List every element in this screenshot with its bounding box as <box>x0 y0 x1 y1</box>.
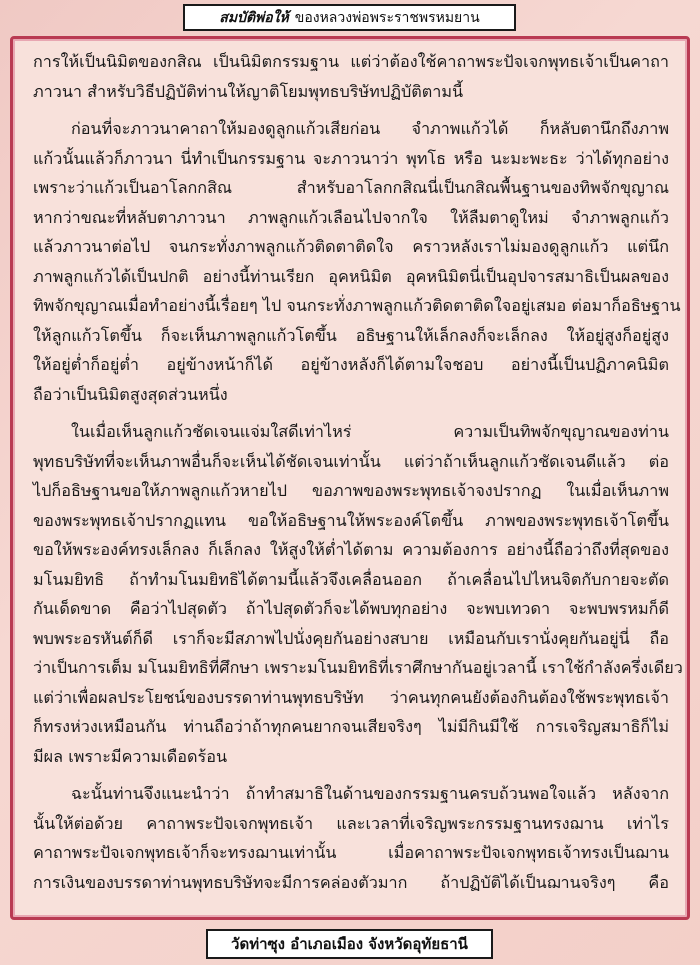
header-title-bold: สมบัติพ่อให้ <box>219 9 289 26</box>
text-line: แก้วนั้นแล้วก็ภาวนา นี่ทำเป็นกรรมฐาน จะภาวนาว่า พุทโธ หรือ นะมะพะธะ ว่าได้ทุกอย่าง <box>33 148 669 168</box>
text-line: ให้อยู่ต่ำก็อยู่ต่ำ อยู่ข้างหน้าก็ได้ อยู่ข้างหลังก็ได้ตามใจชอบ อย่างนี้เป็นปฏิภาคนิมิต <box>33 355 669 374</box>
text-line: ไปก็อธิษฐานขอให้ภาพลูกแก้วหายไป ขอภาพของพระพุทธเจ้าจงปรากฏ ในเมื่อเห็นภาพ <box>33 481 669 500</box>
header-title-rest: ของหลวงพ่อพระราชพรหมยาน <box>294 9 480 26</box>
text-line: ถือว่าเป็นนิมิตสูงสุดส่วนหนึ่ง <box>33 384 228 404</box>
text-line: ก่อนที่จะภาวนาคาถาให้มองดูลูกแก้วเสียก่อน จำภาพแก้วได้ ก็หลับตานึกถึงภาพ <box>71 119 669 138</box>
text-line: ในเมื่อเห็นลูกแก้วชัดเจนแจ่มใสดีเท่าไหร่ ความเป็นทิพจักขุญาณของท่าน <box>71 422 669 441</box>
text-line: ขอให้พระองค์ทรงเล็กลง ก็เล็กลง ให้สูงให้ต่ำได้ตาม ความต้องการ อย่างนี้ถือว่าถึงที่สุดของ <box>33 540 669 559</box>
text-line: คาถาพระปัจเจกพุทธเจ้าก็จะทรงฌานเท่านั้น เมื่อคาถาพระปัจเจกพุทธเจ้าทรงเป็นฌาน <box>33 843 669 862</box>
text-line: มโนมยิทธิ ถ้าทำมโนมยิทธิได้ตามนี้แล้วจึงเคลื่อนออก ถ้าเคลื่อนไปไหนจิตกับกายจะตัด <box>33 569 669 589</box>
content-panel <box>10 36 690 920</box>
text-line: เพราะว่าแก้วเป็นอาโลกกสิณ สำหรับอาโลกกสิณนี่เป็นกสิณพื้นฐานของทิพจักขุญาณ <box>33 178 669 197</box>
text-line: หากว่าขณะที่หลับตาภาวนา ภาพลูกแก้วเลือนไปจากใจ ให้ลืมตาดูใหม่ จำภาพลูกแก้ว <box>33 207 669 227</box>
text-line: แต่ว่าเพื่อผลประโยชน์ของบรรดาท่านพุทธบริษัท ว่าคนทุกคนยังต้องกินต้องใช้พระพุทธเจ้า <box>33 687 669 707</box>
page-header <box>183 4 516 31</box>
text-line: พบพระอรหันต์ก็ดี เราก็จะมีสภาพไปนั่งคุยกันอย่างสบาย เหมือนกับเรานั่งคุยกันอยู่นี่ ถือ <box>33 628 669 648</box>
page-footer <box>206 929 493 959</box>
paragraph-1 <box>33 47 669 106</box>
text-line: ของพระพุทธเจ้าปรากฏแทน ขอให้อธิษฐานให้พระองค์โตขึ้น ภาพของพระพุทธเจ้าโตขึ้น <box>33 510 669 530</box>
text-line: มีผล เพราะมีความเดือดร้อน <box>33 746 228 766</box>
paragraph-4 <box>33 779 669 897</box>
text-line: ให้ลูกแก้วโตขึ้น ก็จะเห็นภาพลูกแก้วโตขึ้น อธิษฐานให้เล็กลงก็จะเล็กลง ให้อยู่สูงก็อยู่สูง <box>33 325 669 345</box>
text-line: ฉะนั้นท่านจึงแนะนำว่า ถ้าทำสมาธิในด้านของกรรมฐานครบถ้วนพอใจแล้ว หลังจาก <box>71 784 669 803</box>
text-line: กันเด็ดขาด คือว่าไปสุดตัว ถ้าไปสุดตัวก็จะได้พบทุกอย่าง จะพบเทวดา จะพบพรหมก็ดี <box>33 599 669 618</box>
text-line: ทิพจักขุญาณเมื่อทำอย่างนี้เรื่อยๆ ไป จนกระทั่งภาพลูกแก้วติดตาติดใจอยู่เสมอ ต่อมาก็อธิษฐาน <box>33 296 681 315</box>
text-line: การเงินของบรรดาท่านพุทธบริษัทจะมีการคล่องตัวมาก ถ้าปฏิบัติได้เป็นฌานจริงๆ คือ <box>33 872 669 892</box>
text-line: การให้เป็นนิมิตของกสิณ เป็นนิมิตกรรมฐาน แต่ว่าต้องใช้คาถาพระปัจเจกพุทธเจ้าเป็นคาถา <box>33 52 669 71</box>
text-line: ก็ทรงห่วงเหมือนกัน ท่านถือว่าถ้าทุกคนยากจนเสียจริงๆ ไม่มีกินมีใช้ การเจริญสมาธิก็ไม่ <box>33 717 669 736</box>
paragraph-3 <box>33 417 683 771</box>
text-line: แล้วภาวนาต่อไป จนกระทั่งภาพลูกแก้วติดตาติดใจ คราวหลังเราไม่มองดูลูกแก้ว แต่นึก <box>33 237 669 256</box>
paragraph-2 <box>33 114 681 409</box>
text-line: พุทธบริษัทที่จะเห็นภาพอื่นก็จะเห็นได้ชัดเจนเท่านั้น แต่ว่าถ้าเห็นลูกแก้วชัดเจนดีแล้ว ต่อ <box>33 451 669 471</box>
text-line: นั้นให้ต่อด้วย คาถาพระปัจเจกพุทธเจ้า และเวลาที่เจริญพระกรรมฐานทรงฌาน เท่าไร <box>33 813 669 833</box>
body-text <box>33 47 683 897</box>
text-line: ว่าเป็นการเต็ม มโนมยิทธิที่ศึกษา เพราะมโนมยิทธิที่เราศึกษากันอยู่เวลานี้ เราใช้กำลังครึ่งเดียว <box>33 658 683 677</box>
footer-text: วัดท่าซุง อำเภอเมือง จังหวัดอุทัยธานี <box>231 935 468 953</box>
text-line: ภาพลูกแก้วได้เป็นปกติ อย่างนี้ท่านเรียก อุคหนิมิต อุคหนิมิตนี่เป็นอุปจารสมาธิเป็นผลของ <box>33 266 669 286</box>
text-line: ภาวนา สำหรับวิธีปฏิบัติท่านให้ญาติโยมพุทธบริษัทปฏิบัติตามนี้ <box>33 81 464 101</box>
